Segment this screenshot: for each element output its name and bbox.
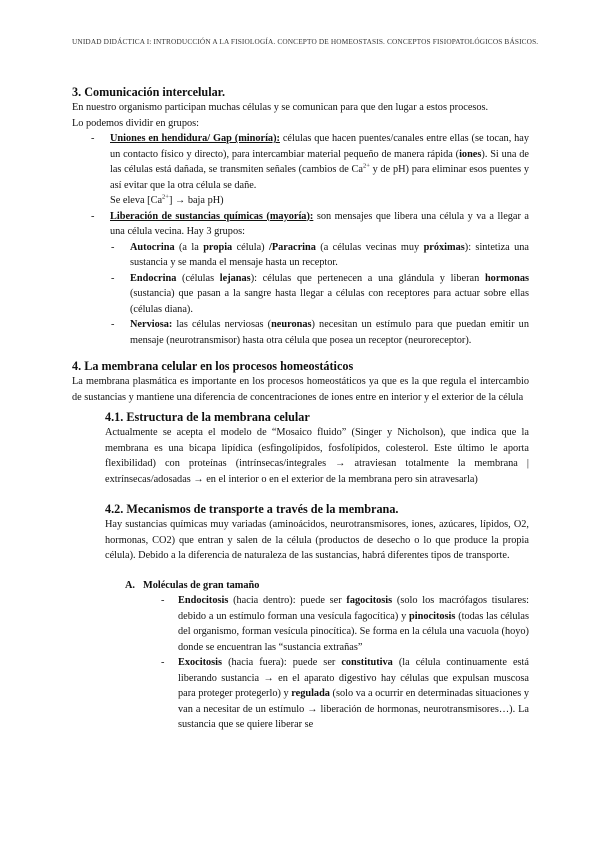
list-item-exocytosis: - Exocitosis (hacia fuera): puede ser constitutiva (la célula continuamente está liberando sustancia → en el aparato digestivo hay células que expulsan muscosa para proteger protegerlo) y regulada (solo va a ocurrir en determinadas situaciones y van a necesitar de un estímulo → liberación de hormonas, neurotransmisores…). La sustancia que se quiere liberar se [161, 657, 529, 730]
dash-bullet: - [91, 210, 95, 222]
section-4-1-text: Actualmente se acepta el modelo de “Mosaico fluido” (Singer y Nicholson), que indica que la membrana es una bicapa lipídica (esfingolípidos, fosfolípidos, colesterol. Este último le aporta flexibilidad) con proteínas (intrínsecas/integrales → atraviesan totalmente la membrana | extrínsecas/adosadas → en el interior o en el exterior de la membrana pero sin atravesarla) [105, 427, 529, 485]
subsection-a [125, 578, 529, 594]
subsection-a-title: Moléculas de gran tamaño [143, 579, 260, 591]
dash-bullet: - [161, 595, 165, 606]
list-item-endocrine: - Endocrina (células lejanas): células que pertenecen a una glándula y liberan hormonas (sustancia) que pasan a la sangre hasta llegar a células con receptores para actuar sobre ellas (células diana). [111, 272, 529, 315]
list-item-chemical-release: - Liberación de sustancias químicas (mayoría): son mensajes que libera una célula y va a llegar a una célula vecina. Hay 3 grupos: [91, 210, 529, 237]
document-body [72, 84, 529, 733]
section-4-2 [105, 501, 529, 564]
section-4-intro: La membrana plasmática es importante en los procesos homeostáticos ya que es la que regula el intercambio de sustancias y mantiene una diferencia de concentraciones de iones entre en interior y el exterior de la célula [72, 376, 529, 403]
dash-bullet: - [111, 319, 115, 330]
dash-bullet: - [111, 241, 115, 253]
list-item-autocrine-paracrine: - Autocrina (a la propia célula) /Paracrina (a células vecinas muy próximas): sintetiza una sustancia y se manda el mensaje hasta un receptor. [111, 241, 529, 268]
dash-bullet: - [91, 133, 95, 144]
subsection-a-marker: A. [125, 579, 136, 591]
list-item-endocytosis: - Endocitosis (hacia dentro): puede ser fagocitosis (solo los macrófagos tisulares: debido a un estímulo forman una vesícula fagocítica) y pinocitosis (todas las células del organismo, forman vesícula pinocítica). Se forma en la célula una vacuola (hoyo) donde se encuentran las “sustancia extrañas” [161, 595, 529, 653]
section-4-1 [105, 409, 529, 487]
list-item-nervous: - Nerviosa: las células nerviosas (neuronas) necesitan un estímulo para que puedan emitir un mensaje (neurotransmisor) hasta otra célula que posea un receptor (neuroreceptor). [111, 319, 529, 346]
section-4-title: 4. La membrana celular en los procesos homeostáticos [72, 359, 354, 373]
dash-bullet: - [161, 657, 165, 668]
dash-bullet: - [111, 272, 115, 284]
page-header: UNIDAD DIDÁCTICA I: INTRODUCCIÓN A LA FISIOLOGÍA. CONCEPTO DE HOMEOSTASIS. CONCEPTOS FISIOPATOLÓGICOS BÁSICOS. [72, 37, 539, 46]
list-item-gap-junctions: - Uniones en hendidura/ Gap (minoría): células que hacen puentes/canales entre ellas (se tocan, hay un contacto físico y directo), para intercambiar material pequeño de manera rápida (iones). Si una de las células está dañada, se transmiten señales (cambios de $Ca^{2+}$ y de pH) para eliminar esos puentes y así evitar que la otra célula se dañe. Se eleva $[Ca^{2+}]$ → baja pH) [91, 133, 530, 206]
communication-types-list [91, 131, 529, 240]
section-4-1-title: 4.1. Estructura de la membrana celular [105, 410, 310, 424]
section-3-intro: En nuestro organismo participan muchas células y se comunican para que den lugar a estos procesos. Lo podemos dividir en grupos: [72, 102, 489, 129]
section-4-2-title: 4.2. Mecanismos de transporte a través de la membrana. [105, 502, 399, 516]
section-4-2-text: Hay sustancias químicas muy variadas (aminoácidos, neurotransmisores, iones, azúcares, lípidos, O2, hormonas, CO2) que entran y salen de la célula (productos de desecho o lo que produce la propia célula). Debido a la diferencia de naturaleza de las sustancias, habrá diferentes tipos de transporte. [105, 519, 529, 561]
section-3-title: 3. Comunicación intercelular. [72, 85, 226, 99]
